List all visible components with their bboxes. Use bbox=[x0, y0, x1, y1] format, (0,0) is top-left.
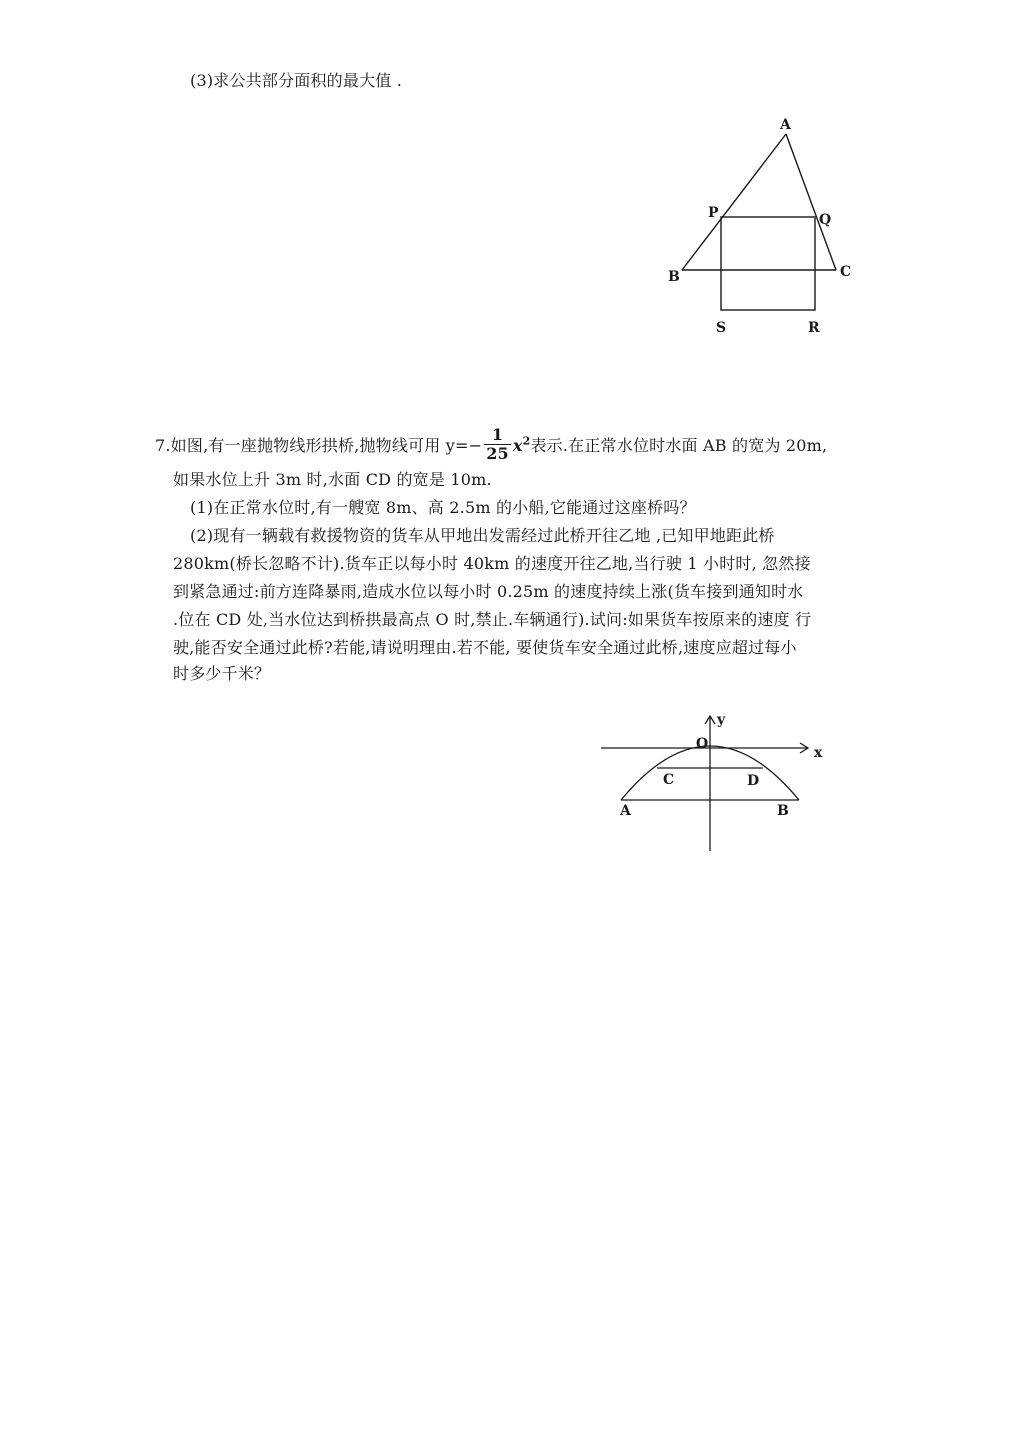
q7-line2: 如果水位上升 3m 时,水面 CD 的宽是 10m. bbox=[173, 470, 492, 489]
triangle-side-ab bbox=[682, 134, 786, 270]
fraction-numerator: 1 bbox=[484, 426, 511, 445]
label-p: P bbox=[708, 205, 719, 221]
label-b: B bbox=[668, 269, 680, 285]
triangle-rectangle-figure bbox=[660, 110, 860, 340]
q7-part1: (1)在正常水位时,有一艘宽 8m、高 2.5m 的小船,它能通过这座桥吗？ bbox=[190, 498, 696, 517]
q7-line1 bbox=[155, 425, 828, 465]
label-a: A bbox=[780, 117, 791, 133]
label-s: S bbox=[716, 320, 727, 336]
label-d: D bbox=[747, 773, 760, 789]
q7-part2-line1: (2)现有一辆载有救援物资的货车从甲地出发需经过此桥开往乙地 ,已知甲地距此桥 bbox=[190, 526, 775, 545]
label-x: x bbox=[814, 745, 823, 761]
label-c: C bbox=[663, 772, 675, 788]
label-o: O bbox=[696, 736, 709, 752]
q7-part2-line6: 时多少千米？ bbox=[173, 664, 271, 683]
label-a: A bbox=[620, 803, 631, 819]
q7-part2-line3: 到紧急通过:前方连降暴雨,造成水位以每小时 0.25m 的速度持续上涨(货车接到通知时水 bbox=[173, 582, 804, 601]
q7-line1-suffix: 表示.在正常水位时水面 AB 的宽为 20m, bbox=[530, 436, 828, 455]
label-c: C bbox=[840, 264, 852, 280]
variable-x: x bbox=[512, 436, 523, 455]
q7-line1-prefix: 7.如图,有一座抛物线形拱桥,抛物线可用 y=− bbox=[155, 436, 483, 455]
rectangle-pqrs bbox=[721, 217, 815, 310]
triangle-side-ac bbox=[786, 134, 836, 270]
label-y: y bbox=[717, 712, 726, 728]
label-q: Q bbox=[819, 212, 832, 228]
label-b: B bbox=[777, 803, 789, 819]
exponent-2: 2 bbox=[522, 434, 531, 448]
q7-part2-line2: 280km(桥长忽略不计).货车正以每小时 40km 的速度开往乙地,当行驶 1 小时时, 忽然接 bbox=[173, 554, 811, 573]
q7-part2-line4: .位在 CD 处,当水位达到桥拱最高点 O 时,禁止.车辆通行).试问:如果货车按原来的速度 行 bbox=[173, 610, 812, 629]
fraction-one-over-25 bbox=[484, 426, 511, 463]
fraction-denominator: 25 bbox=[486, 444, 509, 463]
q7-part2-line5: 驶,能否安全通过此桥?若能,请说明理由.若不能, 要使货车安全通过此桥,速度应超过每小 bbox=[173, 638, 797, 657]
parabola-bridge-figure bbox=[590, 705, 840, 860]
label-r: R bbox=[808, 320, 820, 336]
q6-part3-text: (3)求公共部分面积的最大值 . bbox=[190, 71, 403, 90]
